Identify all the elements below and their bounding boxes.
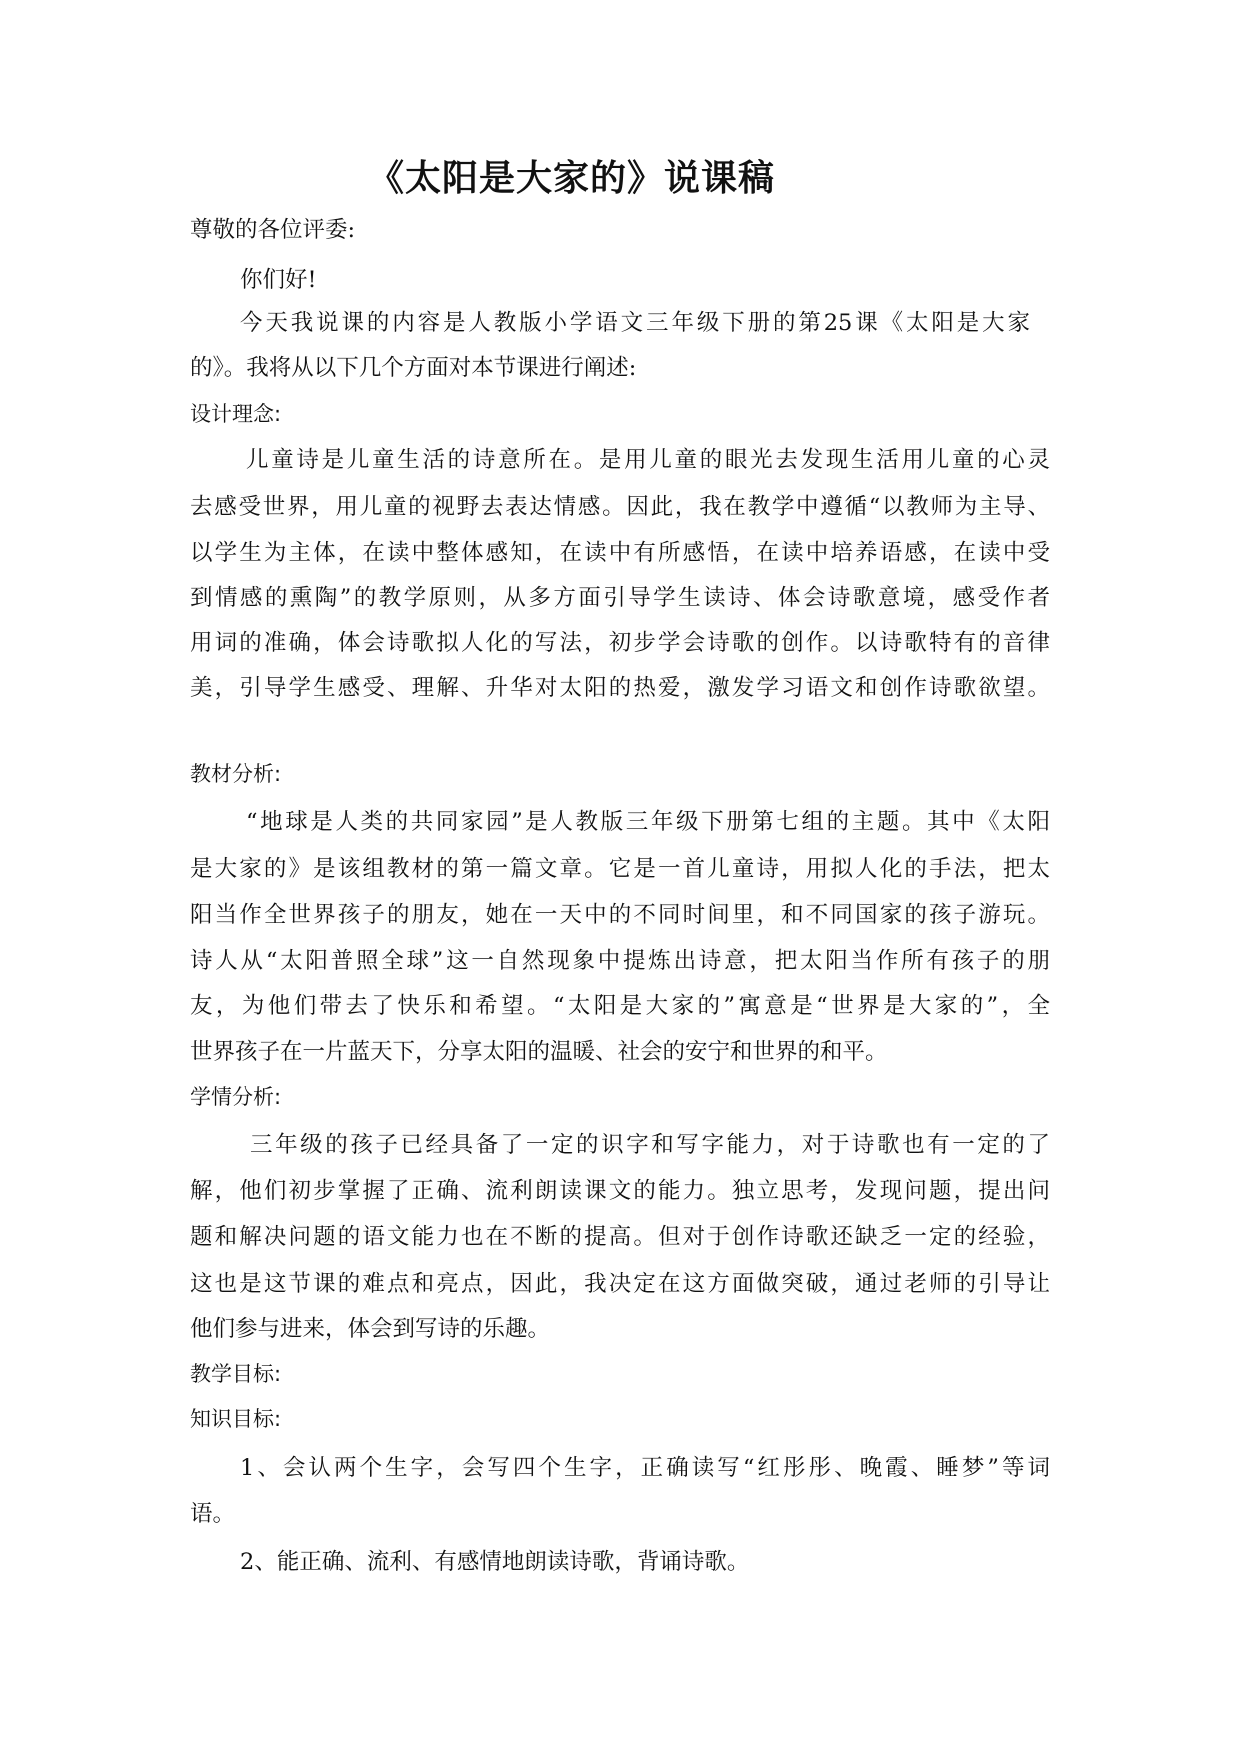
- paragraph-line: 去感受世界，用儿童的视野去表达情感。因此，我在教学中遵循“以教师为主导、: [190, 494, 1050, 520]
- goal-item: 语。: [190, 1501, 236, 1527]
- paragraph-line: 诗人从“太阳普照全球”这一自然现象中提炼出诗意，把太阳当作所有孩子的朋: [190, 948, 1050, 974]
- paragraph-line: 三年级的孩子已经具备了一定的识字和写字能力，对于诗歌也有一定的了: [250, 1132, 1050, 1158]
- sub-heading-knowledge-goals: 知识目标:: [190, 1407, 282, 1431]
- section-heading-design-concept: 设计理念:: [190, 402, 282, 426]
- paragraph-line: 美，引导学生感受、理解、升华对太阳的热爱，激发学习语文和创作诗歌欲望。: [190, 675, 1050, 701]
- document-title: 《太阳是大家的》说课稿: [368, 158, 776, 199]
- paragraph-line: 以学生为主体，在读中整体感知，在读中有所感悟，在读中培养语感，在读中受: [190, 540, 1050, 566]
- paragraph-line: 阳当作全世界孩子的朋友，她在一天中的不同时间里，和不同国家的孩子游玩。: [190, 902, 1050, 928]
- goal-item: 1、会认两个生字，会写四个生字，正确读写“红彤彤、晚霞、睡梦”等词: [240, 1455, 1050, 1481]
- section-heading-material-analysis: 教材分析:: [190, 762, 282, 786]
- paragraph-line: 到情感的熏陶”的教学原则，从多方面引导学生读诗、体会诗歌意境，感受作者: [190, 585, 1050, 611]
- paragraph-line: 世界孩子在一片蓝天下，分享太阳的温暖、社会的安宁和世界的和平。: [190, 1039, 888, 1065]
- intro-line: 的》。我将从以下几个方面对本节课进行阐述:: [190, 355, 637, 381]
- greeting-line: 尊敬的各位评委:: [190, 217, 356, 243]
- paragraph-line: 这也是这节课的难点和亮点，因此，我决定在这方面做突破，通过老师的引导让: [190, 1271, 1050, 1297]
- intro-line: 今天我说课的内容是人教版小学语文三年级下册的第25课《太阳是大家: [240, 310, 1030, 336]
- paragraph-line: “地球是人类的共同家园”是人教版三年级下册第七组的主题。其中《太阳: [246, 809, 1050, 835]
- paragraph-line: 题和解决问题的语文能力也在不断的提高。但对于创作诗歌还缺乏一定的经验，: [190, 1224, 1050, 1250]
- section-heading-teaching-goals: 教学目标:: [190, 1362, 282, 1386]
- hello-line: 你们好!: [240, 267, 317, 293]
- section-heading-student-analysis: 学情分析:: [190, 1085, 282, 1109]
- goal-item: 2、能正确、流利、有感情地朗读诗歌，背诵诗歌。: [240, 1549, 750, 1575]
- paragraph-line: 友，为他们带去了快乐和希望。“太阳是大家的”寓意是“世界是大家的”，全: [190, 993, 1050, 1019]
- paragraph-line: 儿童诗是儿童生活的诗意所在。是用儿童的眼光去发现生活用儿童的心灵: [246, 447, 1050, 473]
- paragraph-line: 他们参与进来，体会到写诗的乐趣。: [190, 1316, 551, 1342]
- paragraph-line: 解，他们初步掌握了正确、流利朗读课文的能力。独立思考，发现问题，提出问: [190, 1178, 1050, 1204]
- paragraph-line: 是大家的》是该组教材的第一篇文章。它是一首儿童诗，用拟人化的手法，把太: [190, 856, 1050, 882]
- paragraph-line: 用词的准确，体会诗歌拟人化的写法，初步学会诗歌的创作。以诗歌特有的音律: [190, 630, 1050, 656]
